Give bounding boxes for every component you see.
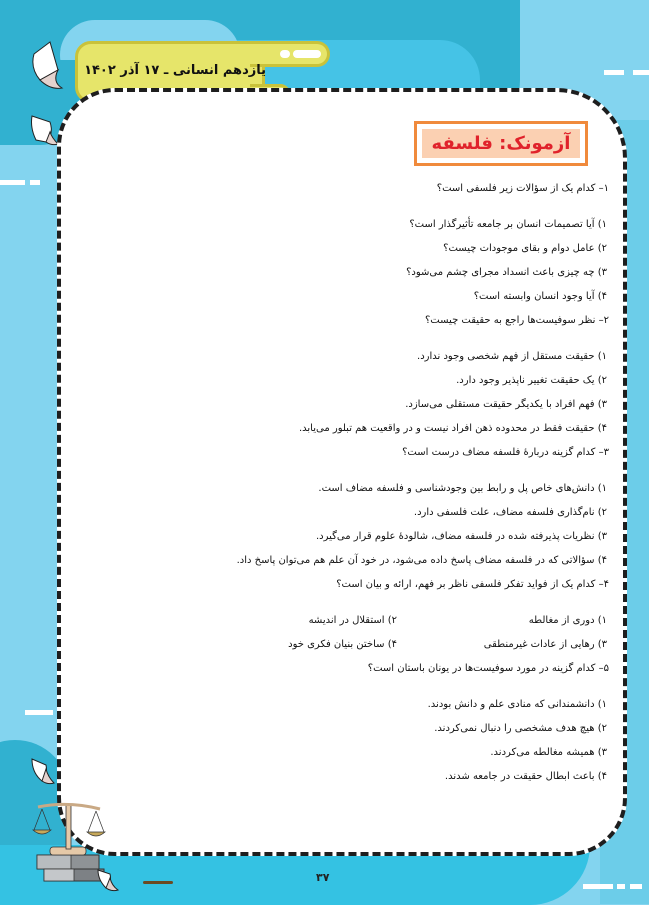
questions-list: [189, 182, 609, 794]
answer-option[interactable]: ۲) عامل دوام و بقای موجودات چیست؟: [443, 243, 607, 254]
header-grade-date: یازدهم انسانی ـ ۱۷ آذر ۱۴۰۲: [84, 63, 266, 78]
answer-option[interactable]: ۴) حقیقت فقط در محدوده ذهن افراد نیست و در واقعیت هم تبلور می‌یابد.: [298, 423, 607, 434]
answer-option[interactable]: ۲) هیچ هدف مشخصی را دنبال نمی‌کردند.: [434, 723, 607, 734]
paper-sheet-icon: [30, 40, 65, 100]
question-3: [189, 446, 609, 568]
decor-dash: [0, 180, 25, 185]
answer-option[interactable]: ۱) حقیقت مستقل از فهم شخصی وجود ندارد.: [417, 351, 607, 362]
page-number: ۳۷: [316, 871, 330, 884]
question-stem: ۴– کدام یک از فواید تفکر فلسفی ناظر بر فهم، ارائه و بیان است؟: [336, 579, 609, 590]
tab-decor-pill: [280, 50, 290, 58]
paper-sheet-icon: [30, 112, 60, 148]
decor-dash: [617, 884, 625, 889]
answer-option[interactable]: ۳) نظریات پذیرفته شده در فلسفه مضاف، شالودهٔ علوم قرار می‌گیرد.: [315, 531, 607, 542]
quiz-title-box: [414, 121, 588, 166]
pencil-line-decor: [143, 881, 173, 884]
answer-option[interactable]: ۲) استقلال در اندیشه: [308, 615, 397, 626]
answer-option[interactable]: ۱) دانش‌های خاص پل و رابط بین وجودشناسی و فلسفه مضاف است.: [318, 483, 607, 494]
answer-option[interactable]: ۳) همیشه مغالطه می‌کردند.: [490, 747, 607, 758]
decor-dash: [25, 710, 53, 715]
decor-dash: [604, 70, 624, 75]
answer-option[interactable]: ۲) نام‌گذاری فلسفه مضاف، علت فلسفی دارد.: [413, 507, 607, 518]
question-5: [189, 662, 609, 784]
question-stem: ۳– کدام گزینه دربارهٔ فلسفه مضاف درست است؟: [402, 447, 609, 458]
answer-option[interactable]: ۳) رهایی از عادات غیرمنطقی: [483, 639, 607, 650]
quiz-title: آزمونک: فلسفه: [431, 133, 571, 154]
question-stem: ۱– کدام یک از سؤالات زیر فلسفی است؟: [436, 183, 609, 194]
answer-option[interactable]: ۴) آیا وجود انسان وابسته است؟: [473, 291, 607, 302]
question-4: [189, 578, 609, 662]
decor-dash: [630, 884, 642, 889]
answer-option[interactable]: ۱) دانشمندانی که منادی علم و دانش بودند.: [427, 699, 607, 710]
paper-sheet-icon: [96, 868, 120, 892]
answer-option[interactable]: ۱) آیا تصمیمات انسان بر جامعه تأثیرگذار است؟: [409, 219, 607, 230]
question-stem: ۲– نظر سوفیست‌ها راجع به حقیقت چیست؟: [425, 315, 609, 326]
question-1: [189, 182, 609, 304]
decor-dash: [30, 180, 40, 185]
answer-option[interactable]: ۴) سؤالاتی که در فلسفه مضاف پاسخ داده می‌شود، در خود آن علم هم می‌توان پاسخ داد.: [236, 555, 607, 566]
paper-sheet-icon: [30, 757, 56, 785]
answer-option[interactable]: ۲) یک حقیقت تغییر ناپذیر وجود دارد.: [456, 375, 607, 386]
decor-dash: [583, 884, 613, 889]
answer-option[interactable]: ۴) باعث ابطال حقیقت در جامعه شدند.: [444, 771, 607, 782]
answer-option[interactable]: ۳) فهم افراد با یکدیگر حقیقت مستقلی می‌سازد.: [405, 399, 607, 410]
decor-dash: [633, 70, 649, 75]
answer-option[interactable]: ۴) ساختن بنیان فکری خود: [288, 639, 397, 650]
question-stem: ۵– کدام گزینه در مورد سوفیست‌ها در یونان باستان است؟: [367, 663, 609, 674]
tab-decor-pill: [293, 50, 321, 58]
question-2: [189, 314, 609, 436]
answer-option[interactable]: ۳) چه چیزی باعث انسداد مجرای چشم می‌شود؟: [406, 267, 607, 278]
answer-option[interactable]: ۱) دوری از مغالطه: [528, 615, 607, 626]
options-grid: [189, 614, 609, 638]
options-grid: [189, 638, 609, 662]
